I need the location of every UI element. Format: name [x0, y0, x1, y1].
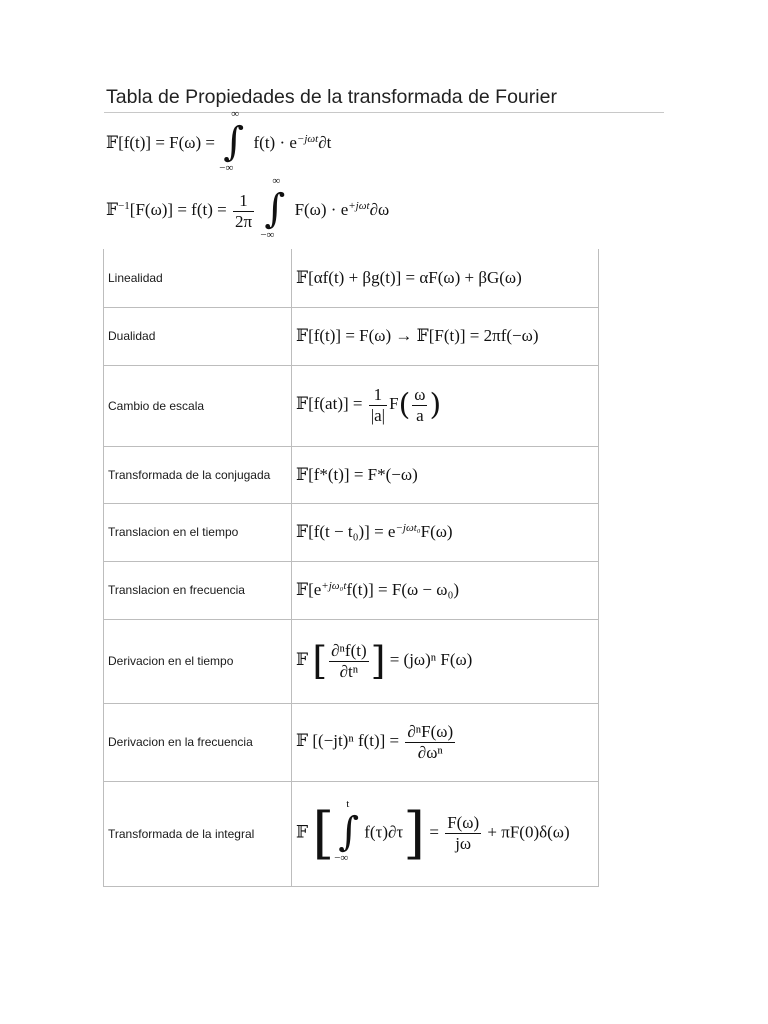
title-divider [104, 112, 664, 113]
property-name: Transformada de la integral [104, 781, 292, 886]
inverse-op: 𝔽 [106, 199, 119, 219]
property-formula: 𝔽 [ t ∫ −∞ f(τ)∂τ] = $\frac{F(\omega)}{j\omega}$ + πF(0)δ(ω) [292, 781, 599, 886]
property-name: Translacion en frecuencia [104, 561, 292, 619]
table-row [104, 781, 599, 886]
property-name: Dualidad [104, 307, 292, 365]
properties-table [103, 249, 599, 887]
table-row [104, 365, 599, 446]
inverse-transform-definition [106, 175, 390, 241]
integral-sign: ∞ ∫ −∞ [219, 108, 245, 174]
inverse-integrand: F(ω) · e [294, 199, 349, 219]
inverse-fraction: $\frac{1}{2\pi}$ [234, 190, 253, 231]
forward-transform-definition [106, 108, 332, 174]
integral-sign: ∞ ∫ −∞ [260, 175, 286, 241]
property-name: Translacion en el tiempo [104, 503, 292, 561]
property-formula: 𝔽[f(t − $t_0)] = e^{-j\omega t_0}F(\omega)$ [292, 503, 599, 561]
property-name: Derivacion en el tiempo [104, 619, 292, 703]
table-row [104, 703, 599, 781]
property-name: Cambio de escala [104, 365, 292, 446]
forward-integrand: f(t) · e [253, 132, 297, 152]
property-formula: 𝔽[αf(t) + βg(t)] = αF(ω) + βG(ω) [292, 249, 599, 307]
table-row [104, 446, 599, 503]
page-title: Tabla de Propiedades de la transformada de Fourier [106, 86, 557, 108]
property-name: Linealidad [104, 249, 292, 307]
forward-differential: ∂t [318, 132, 332, 152]
inverse-exponent: +jωt [348, 199, 370, 212]
inverse-sup: −1 [118, 199, 130, 212]
table-row [104, 249, 599, 307]
table-row [104, 561, 599, 619]
forward-lhs: 𝔽[f(t)] = F(ω) = [106, 132, 215, 152]
table-row [104, 307, 599, 365]
property-formula: 𝔽[f(at)] = $\frac{1}{|a|}$ F( $\frac{\omega}{a}$ ) [292, 365, 599, 446]
forward-exponent: −jωt [296, 132, 319, 145]
property-name: Transformada de la conjugada [104, 446, 292, 503]
property-formula: 𝔽[f(t)] = F(ω) → 𝔽[F(t)] = 2πf(−ω) [292, 307, 599, 365]
inverse-differential: ∂ω [369, 199, 390, 219]
property-formula: 𝔽[f*(t)] = F*(−ω) [292, 446, 599, 503]
property-formula: $𝔽[e^{+j\omega_0t}f(t)] = F(\omega - \omega_0)$ [292, 561, 599, 619]
property-formula: 𝔽 [(−jt)ⁿ f(t)] = $\frac{\text{∂ⁿF(ω)}}{\text{∂ωⁿ}}$ [292, 703, 599, 781]
table-row [104, 503, 599, 561]
property-name: Derivacion en la frecuencia [104, 703, 292, 781]
table-row [104, 619, 599, 703]
property-formula: 𝔽 [ $\frac{\text{∂ⁿf(t)}}{\text{∂tⁿ}}$ ] = (jω)ⁿ F(ω) [292, 619, 599, 703]
inverse-lhs: [F(ω)] = f(t) = [129, 199, 227, 219]
